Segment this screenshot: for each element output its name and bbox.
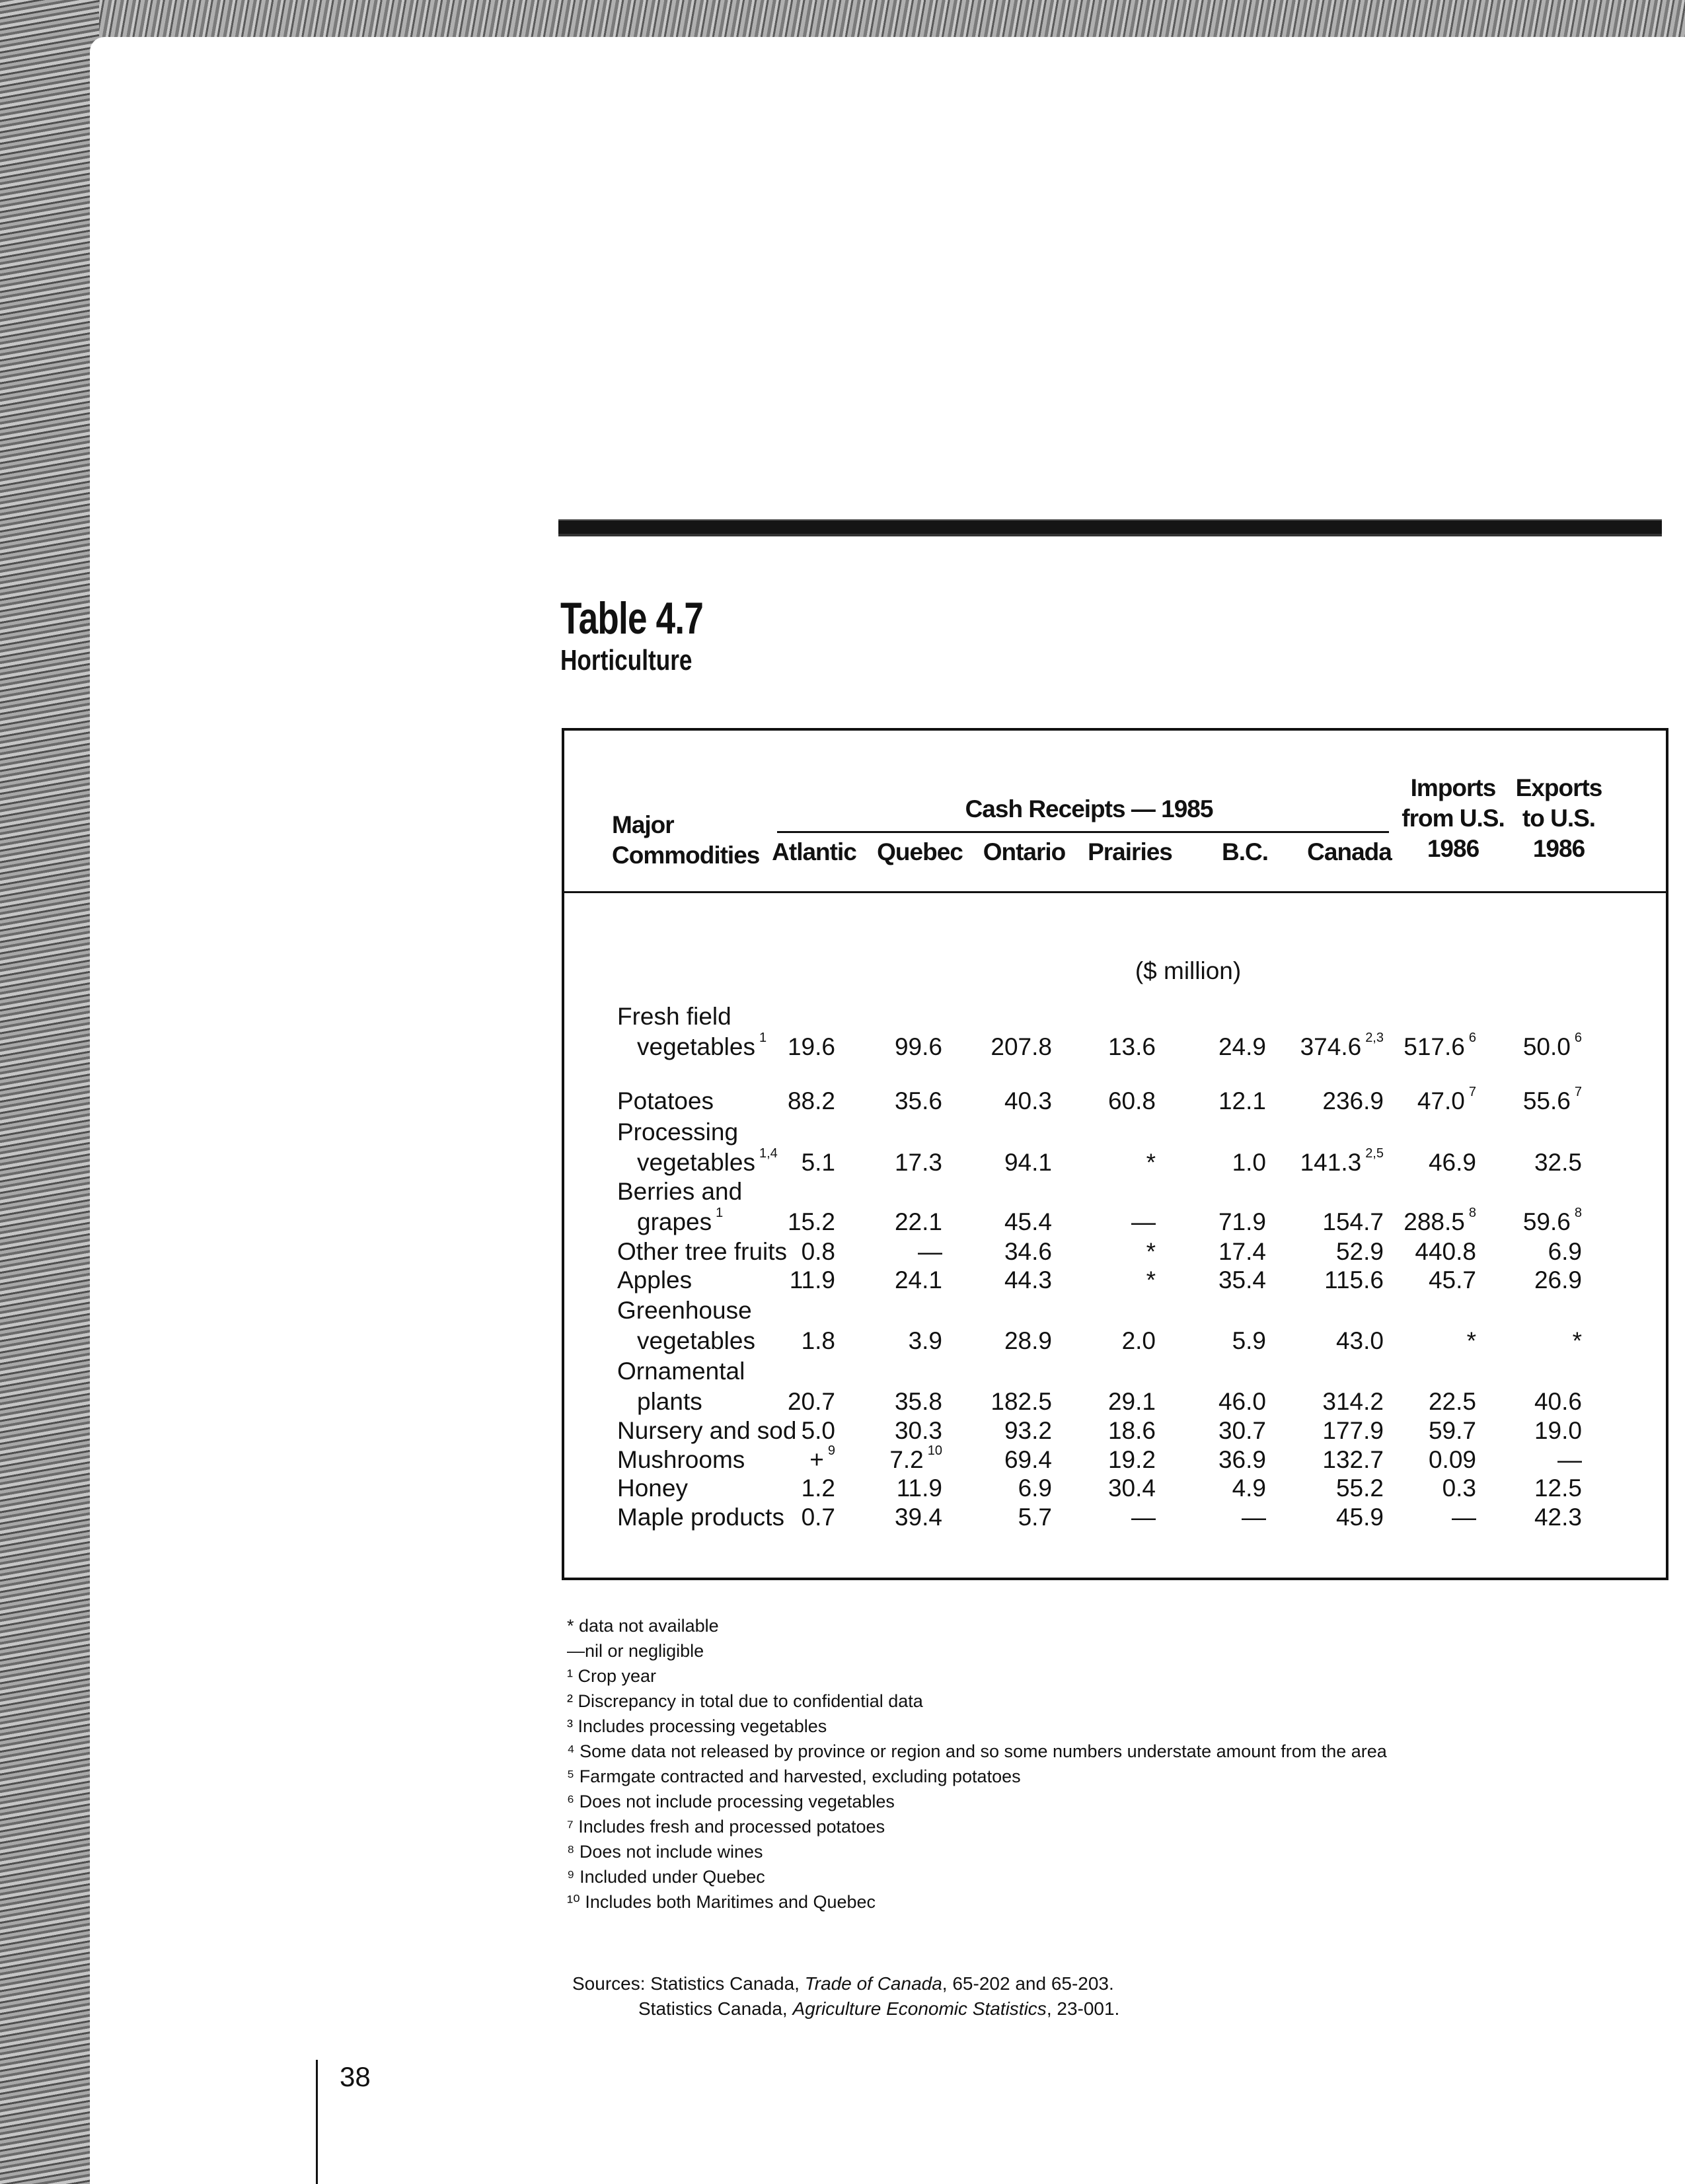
row-label: Apples [617,1266,693,1293]
sources [572,1971,1119,2021]
cell-atlantic: 11.9 [789,1266,835,1293]
cell-atlantic: + $^9$ [809,1443,835,1473]
row-label: Greenhouse [617,1297,752,1324]
header-ontario: Ontario [983,838,1066,865]
row-label: Ornamental [617,1358,745,1385]
cell-prairies: * [1146,1266,1156,1293]
row-label: Maple products [617,1504,784,1531]
cell-prairies: * [1146,1149,1156,1176]
footnote: ⁹ Included under Quebec [567,1867,765,1887]
cell-imports: 45.7 [1428,1266,1476,1293]
cell-ontario: 40.3 [1004,1087,1052,1114]
cell-atlantic: 5.1 [801,1149,835,1176]
cell-exports: 59.6 $^8$ [1522,1206,1582,1235]
header-imports-3: 1986 [1427,835,1479,862]
row-label: grapes $^1$ [637,1206,724,1235]
table-subtitle: Horticulture [560,644,693,676]
row-label: vegetables $^1$ [637,1031,767,1060]
header-canada: Canada [1307,838,1392,865]
footnote: ⁷ Includes fresh and processed potatoes [567,1817,885,1837]
cell-prairies: — [1131,1208,1156,1235]
header-prairies: Prairies [1088,838,1172,865]
cell-prairies: 19.2 [1107,1446,1156,1473]
cell-ontario: 6.9 [1018,1474,1052,1502]
cell-ontario: 45.4 [1004,1208,1052,1235]
row-label-footnote: 1 [716,1206,724,1220]
cell-imports: 517.6 $^6$ [1404,1031,1476,1060]
source-line-2: Statistics Canada, Agriculture Economic Statistics, 23-001. [638,1998,1120,2019]
footnote: ¹ Crop year [567,1666,657,1686]
cell-bc: 24.9 [1218,1033,1266,1060]
cell-canada: 52.9 [1335,1238,1384,1265]
cell-ontario: 69.4 [1004,1446,1052,1473]
section-rule [558,519,1662,536]
cell-canada: 55.2 [1335,1474,1384,1502]
cell-atlantic: 5.0 [801,1417,835,1444]
row-label: plants [637,1388,702,1415]
cell-atlantic: 0.8 [801,1238,835,1265]
cell-bc: — [1242,1504,1266,1531]
row-label: Nursery and sod [617,1417,797,1444]
cell-quebec: 35.8 [894,1388,942,1415]
footnote: ⁴ Some data not released by province or region and so some numbers understate amount from the area [567,1741,1387,1761]
header-exports-2: to U.S. [1522,805,1596,832]
cell-imports: 46.9 [1428,1149,1476,1176]
cell-quebec: 35.6 [894,1087,942,1114]
cell-footnote: 8 [1574,1206,1582,1220]
cell-exports: 32.5 [1534,1149,1582,1176]
cell-footnote: 2,5 [1365,1146,1384,1161]
table-title: Table 4.7 [560,593,704,643]
cell-exports: 50.0 $^6$ [1522,1031,1582,1060]
cell-exports: * [1572,1327,1582,1354]
horticulture-table [562,728,1668,1580]
header-exports-1: Exports [1515,774,1602,801]
header-exports-3: 1986 [1532,835,1585,862]
cell-canada: 132.7 [1322,1446,1384,1473]
header-cash-receipts: Cash Receipts — 1985 [965,795,1213,822]
cell-ontario: 182.5 [991,1388,1052,1415]
row-label: vegetables $^{1,4}$ [637,1146,778,1176]
unit-label: ($ million) [1135,957,1242,984]
cell-bc: 4.9 [1232,1474,1266,1502]
header-commodities: Commodities [612,842,760,869]
cell-footnote: 10 [927,1443,942,1458]
cell-imports: * [1466,1327,1476,1354]
cell-canada: 314.2 [1322,1388,1384,1415]
footnote: * data not available [567,1616,719,1636]
cell-exports: 12.5 [1534,1474,1582,1502]
scan-border-top [0,0,1685,41]
row-label: Other tree fruits [617,1238,788,1265]
header-span-line [777,831,1389,833]
cell-bc: 36.9 [1218,1446,1266,1473]
cell-bc: 35.4 [1218,1266,1266,1293]
header-major: Major [612,811,674,838]
cell-quebec: 11.9 [896,1474,942,1502]
header-imports-2: from U.S. [1402,805,1505,832]
cell-exports: 19.0 [1534,1417,1582,1444]
cell-bc: 30.7 [1218,1417,1266,1444]
footnote: —nil or negligible [567,1641,704,1661]
cell-exports: 26.9 [1534,1266,1582,1293]
cell-imports: 0.09 [1428,1446,1476,1473]
cell-canada: 45.9 [1335,1504,1384,1531]
cell-imports: 0.3 [1442,1474,1476,1502]
cell-atlantic: 20.7 [787,1388,835,1415]
cell-footnote: 7 [1574,1085,1582,1099]
row-label-footnote: 1 [759,1031,767,1045]
row-label: Fresh field [617,1003,731,1030]
row-label: Honey [617,1474,688,1502]
cell-prairies: 18.6 [1107,1417,1156,1444]
cell-ontario: 93.2 [1004,1417,1052,1444]
cell-footnote: 2,3 [1365,1031,1384,1045]
cell-bc: 71.9 [1218,1208,1266,1235]
footnote: ³ Includes processing vegetables [567,1716,827,1736]
cell-footnote: 8 [1468,1206,1476,1220]
cell-footnote: 6 [1574,1031,1582,1045]
page-number: 38 [340,2061,371,2092]
header-imports-1: Imports [1410,774,1496,801]
header-rule [564,891,1666,893]
cell-exports: 42.3 [1534,1504,1582,1531]
cell-footnote: 6 [1468,1031,1476,1045]
cell-canada: 236.9 [1322,1087,1384,1114]
footnote: ⁶ Does not include processing vegetables [567,1792,895,1811]
cell-imports: 288.5 $^8$ [1404,1206,1476,1235]
cell-quebec: — [918,1238,942,1265]
cell-prairies: 60.8 [1107,1087,1156,1114]
footnote: ¹⁰ Includes both Maritimes and Quebec [567,1892,876,1912]
cell-quebec: 3.9 [908,1327,942,1354]
cell-ontario: 44.3 [1004,1266,1052,1293]
source-line-1: Sources: Statistics Canada, Trade of Canada, 65-202 and 65-203. [572,1973,1114,1994]
cell-canada: 177.9 [1322,1417,1384,1444]
cell-quebec: 99.6 [894,1033,942,1060]
cell-exports: 6.9 [1548,1238,1582,1265]
row-label: Berries and [617,1178,743,1205]
cell-canada: 115.6 [1324,1266,1384,1293]
cell-exports: — [1557,1446,1582,1473]
row-label: vegetables [637,1327,755,1354]
cell-prairies: — [1131,1504,1156,1531]
cell-ontario: 207.8 [991,1033,1052,1060]
cell-atlantic: 88.2 [787,1087,835,1114]
cell-prairies: * [1146,1238,1156,1265]
cell-quebec: 22.1 [894,1208,942,1235]
cell-atlantic: 0.7 [801,1504,835,1531]
cell-canada: 43.0 [1335,1327,1384,1354]
footnotes [567,1613,1387,1914]
row-label: Processing [617,1118,739,1146]
cell-imports: 59.7 [1428,1417,1476,1444]
header-quebec: Quebec [877,838,963,865]
cell-canada: 141.3 $^{2,5}$ [1300,1146,1384,1176]
header-atlantic: Atlantic [772,838,856,865]
cell-canada: 154.7 [1322,1208,1384,1235]
cell-atlantic: 19.6 [787,1033,835,1060]
cell-exports: 40.6 [1534,1388,1582,1415]
row-label: Mushrooms [617,1446,745,1473]
cell-quebec: 30.3 [894,1417,942,1444]
cell-atlantic: 15.2 [787,1208,835,1235]
cell-imports: 47.0 $^7$ [1417,1085,1476,1114]
cell-imports: 22.5 [1428,1388,1476,1415]
page-number-rule [316,2060,318,2184]
header-bc: B.C. [1222,838,1268,865]
cell-quebec: 17.3 [894,1149,942,1176]
cell-footnote: 7 [1468,1085,1476,1099]
row-label: Potatoes [617,1087,714,1114]
cell-imports: — [1452,1504,1476,1531]
footnote: ⁵ Farmgate contracted and harvested, excluding potatoes [567,1766,1021,1786]
cell-quebec: 39.4 [894,1504,942,1531]
cell-prairies: 2.0 [1121,1327,1156,1354]
cell-atlantic: 1.2 [801,1474,835,1502]
cell-bc: 12.1 [1218,1087,1266,1114]
cell-quebec: 7.2 $^{10}$ [889,1443,942,1473]
cell-prairies: 29.1 [1107,1388,1156,1415]
cell-imports: 440.8 [1415,1238,1476,1265]
row-label-footnote: 1,4 [759,1146,778,1161]
cell-bc: 1.0 [1232,1149,1266,1176]
cell-ontario: 94.1 [1004,1149,1052,1176]
cell-prairies: 13.6 [1107,1033,1156,1060]
cell-bc: 17.4 [1218,1238,1266,1265]
footnote: ² Discrepancy in total due to confidential data [567,1691,923,1711]
cell-bc: 5.9 [1232,1327,1266,1354]
cell-quebec: 24.1 [894,1266,942,1293]
footnote: ⁸ Does not include wines [567,1842,763,1862]
cell-atlantic: 1.8 [801,1327,835,1354]
cell-ontario: 28.9 [1004,1327,1052,1354]
cell-bc: 46.0 [1218,1388,1266,1415]
cell-prairies: 30.4 [1107,1474,1156,1502]
cell-exports: 55.6 $^7$ [1522,1085,1582,1114]
cell-footnote: 9 [827,1443,835,1458]
cell-canada: 374.6 $^{2,3}$ [1300,1031,1384,1060]
cell-ontario: 34.6 [1004,1238,1052,1265]
scan-border-left [0,0,99,2184]
cell-ontario: 5.7 [1018,1504,1052,1531]
